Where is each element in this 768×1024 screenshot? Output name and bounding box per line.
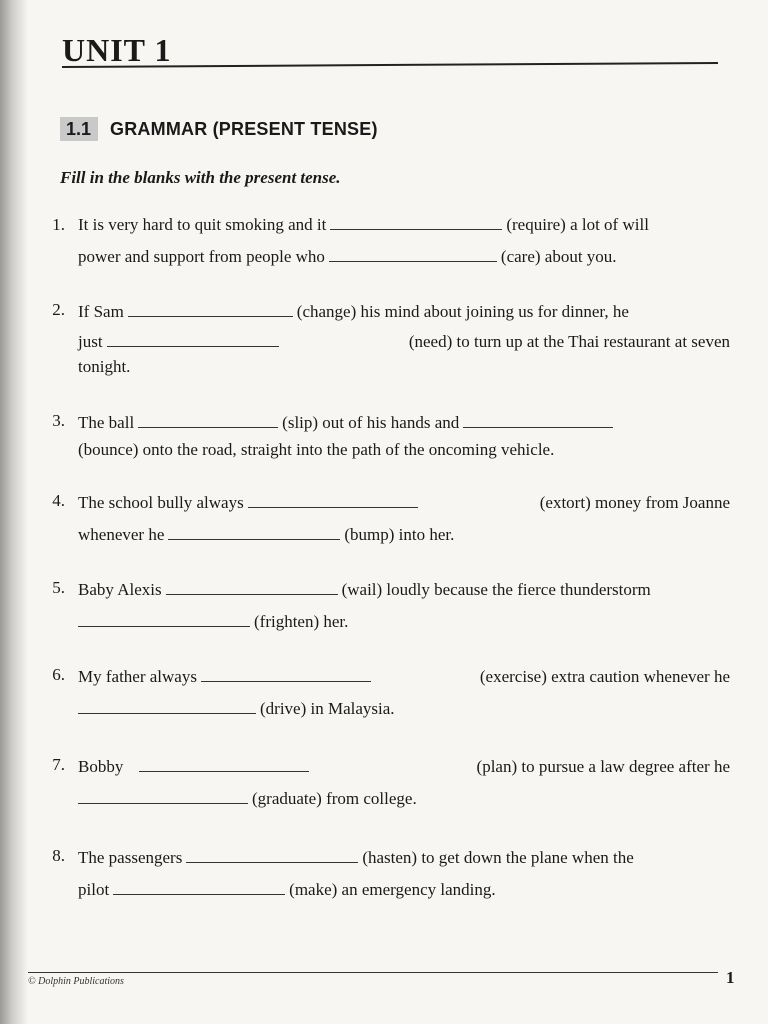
unit-title: UNIT 1 [62,32,172,68]
question-text: (graduate) from college. [252,789,417,808]
answer-blank[interactable] [113,893,285,895]
question-text: (care) about you. [500,247,617,266]
question-text: (bump) into her. [344,525,455,544]
question-text: (require) a lot of will [506,215,649,234]
section-number: 1.1 [60,117,98,141]
question-number: 8. [52,846,65,865]
question-text: (wail) loudly because the fierce thunderstorm [341,580,651,599]
section-title: GRAMMAR (PRESENT TENSE) [110,118,378,139]
publisher-credit: © Dolphin Publications [28,976,124,987]
question-number: 4. [52,491,65,510]
section-heading [60,117,378,141]
answer-blank[interactable] [168,538,340,540]
question-text: The ball [78,413,135,432]
answer-blank[interactable] [78,802,248,804]
question-number: 2. [52,300,65,319]
question-text: If Sam [78,302,124,321]
question-text: (make) an emergency landing. [289,880,496,899]
question-text: (extort) money from Joanne [539,493,730,512]
answer-blank[interactable] [330,228,502,230]
instruction-text: Fill in the blanks with the present tense. [60,168,341,187]
question-text: (slip) out of his hands and [282,413,460,432]
answer-blank[interactable] [128,315,293,317]
answer-blank[interactable] [139,770,309,772]
answer-blank[interactable] [107,345,279,347]
answer-blank[interactable] [201,680,371,682]
question-text: (exercise) extra caution whenever he [479,667,730,686]
question-text: The school bully always [78,493,244,512]
question-number: 6. [52,665,65,684]
question-text: (change) his mind about joining us for dinner, he [296,302,629,321]
question-text: pilot [78,880,110,899]
answer-blank[interactable] [186,861,358,863]
answer-blank[interactable] [463,426,613,428]
question-text: (plan) to pursue a law degree after he [476,757,730,776]
question-text: Baby Alexis [78,580,162,599]
question-text: My father always [78,667,197,686]
question-number: 1. [52,215,65,234]
question-text: whenever he [78,525,165,544]
question-number: 7. [52,755,65,774]
question-text: just [78,332,103,351]
question-text: It is very hard to quit smoking and it [78,215,327,234]
question-text: (drive) in Malaysia. [260,699,395,718]
question-text: (bounce) onto the road, straight into the path of the oncoming vehicle. [78,440,555,459]
question-text: (hasten) to get down the plane when the [362,848,634,867]
answer-blank[interactable] [78,712,256,714]
answer-blank[interactable] [329,260,497,262]
answer-blank[interactable] [78,625,250,627]
page-number: 1 [726,968,735,987]
question-text: tonight. [78,357,131,376]
question-text: power and support from people who [78,247,325,266]
question-text: (need) to turn up at the Thai restaurant at seven [408,332,730,351]
question-number: 5. [52,578,65,597]
question-text: The passengers [78,848,183,867]
question-text: Bobby [78,757,124,776]
answer-blank[interactable] [248,506,418,508]
footer-rule [28,972,718,973]
question-number: 3. [52,411,65,430]
question-text: (frighten) her. [254,612,349,631]
answer-blank[interactable] [166,593,338,595]
answer-blank[interactable] [138,426,278,428]
